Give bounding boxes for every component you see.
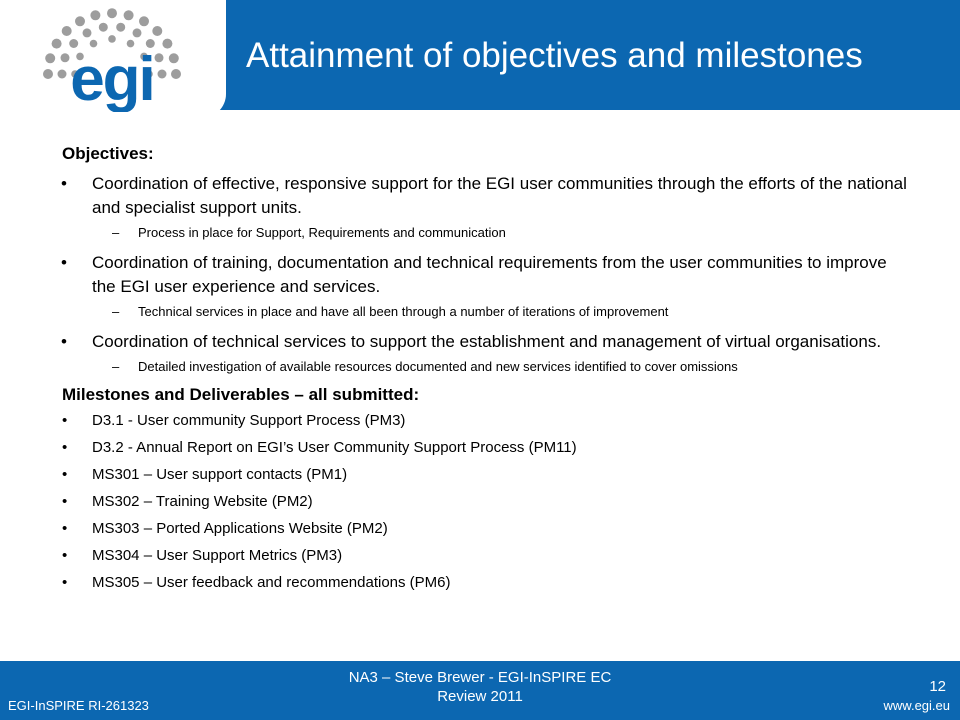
logo-dot	[43, 69, 53, 79]
objective-item: • Coordination of technical services to support the establishment and management of virtual organisations.	[62, 330, 907, 354]
milestone-item: • MS302 – Training Website (PM2)	[62, 492, 907, 512]
logo-dot	[45, 53, 55, 63]
logo-dot	[61, 53, 70, 62]
logo-dot	[108, 35, 116, 43]
milestone-item: • MS301 – User support contacts (PM1)	[62, 465, 907, 485]
milestone-item: • D3.2 - Annual Report on EGI’s User Community Support Process (PM11)	[62, 438, 907, 458]
egi-logo	[14, 2, 210, 112]
logo-dot	[124, 10, 134, 20]
objectives-heading: Objectives:	[62, 144, 154, 163]
logo-dot	[158, 70, 167, 79]
logo-dot	[169, 53, 179, 63]
milestone-item: • MS303 – Ported Applications Website (PM2)	[62, 519, 907, 539]
milestone-item: • MS305 – User feedback and recommendations (PM6)	[62, 573, 907, 593]
logo-dot	[107, 8, 117, 18]
logo-text: egi	[70, 45, 154, 112]
footer-event: Review 2011	[437, 688, 523, 705]
milestone-item: • MS304 – User Support Metrics (PM3)	[62, 546, 907, 566]
logo-dot	[133, 28, 142, 37]
logo-dot	[171, 69, 181, 79]
logo-panel	[0, 0, 226, 118]
logo-dot	[83, 28, 92, 37]
footer-center	[330, 668, 630, 706]
slide-content	[62, 144, 907, 600]
page-number: 12	[929, 678, 946, 695]
logo-dot	[62, 26, 72, 36]
objective-subitem: – Detailed investigation of available resources documented and new services identified to cover omissions	[62, 358, 907, 375]
logo-dot	[152, 26, 162, 36]
milestone-item: • D3.1 - User community Support Process (PM3)	[62, 411, 907, 431]
footer-presenter: NA3 – Steve Brewer - EGI-InSPIRE EC	[348, 669, 612, 686]
logo-dot	[52, 39, 62, 49]
logo-dot	[162, 39, 172, 49]
logo-dot	[139, 16, 149, 26]
logo-dot	[58, 70, 67, 79]
logo-dot	[90, 10, 100, 20]
objective-subitem: – Process in place for Support, Requirements and communication	[62, 224, 907, 241]
logo-dot	[155, 53, 164, 62]
logo-dot	[99, 23, 108, 32]
objective-subitem: – Technical services in place and have all been through a number of iterations of improvement	[62, 303, 907, 320]
milestones-heading: Milestones and Deliverables – all submitted:	[62, 385, 420, 404]
logo-dot	[116, 23, 125, 32]
objective-item: • Coordination of training, documentation and technical requirements from the user communities to improve the EGI user experience and services.	[62, 251, 907, 299]
page-title: Attainment of objectives and milestones	[246, 36, 863, 75]
footer-website: www.egi.eu	[883, 698, 950, 713]
objective-item: • Coordination of effective, responsive support for the EGI user communities through the efforts of the national and specialist support units.	[62, 172, 907, 220]
footer-project-id: EGI-InSPIRE RI-261323	[8, 698, 149, 713]
logo-dot	[75, 16, 85, 26]
